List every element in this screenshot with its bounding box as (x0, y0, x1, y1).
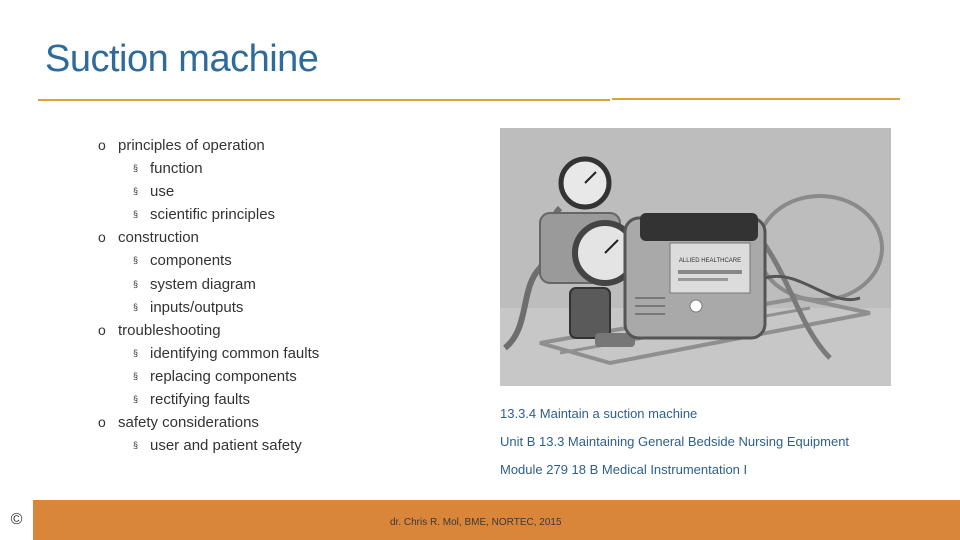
caption-competency: 13.3.4 Maintain a suction machine (500, 406, 698, 421)
outline-subbullet: § (133, 209, 139, 220)
outline-subbullet: § (133, 370, 139, 381)
outline-subbullet: § (133, 255, 139, 266)
outline-subitem (98, 296, 418, 319)
footer-bar (0, 500, 960, 540)
slide-title: Suction machine (45, 38, 319, 80)
outline-item-label: principles of operation (118, 137, 265, 154)
outline-subitem (98, 365, 418, 388)
outline-item-label: safety considerations (118, 414, 259, 432)
outline-subitem-label: replacing components (150, 367, 297, 385)
suction-machine-photo (500, 128, 891, 386)
outline-item-label: troubleshooting (118, 321, 221, 339)
outline-subitem-label: function (150, 160, 203, 178)
outline-subitem (98, 342, 418, 365)
outline-subbullet: § (133, 347, 139, 358)
outline-item (98, 319, 418, 342)
outline-bullet: o (98, 229, 106, 246)
copyright-symbol: © (0, 500, 33, 540)
suction-machine-illustration (500, 128, 891, 386)
outline-item (98, 411, 418, 434)
outline-item-label: construction (118, 229, 199, 247)
outline-subitem (98, 273, 418, 296)
outline-subitem-label: inputs/outputs (150, 298, 244, 316)
outline-subitem (98, 434, 418, 457)
outline-subbullet: § (133, 163, 139, 174)
outline-subitem-label: components (150, 252, 232, 270)
outline-subbullet: § (133, 278, 139, 289)
outline-subitem-label: rectifying faults (150, 391, 251, 409)
outline-bullet: o (98, 321, 106, 338)
caption-module: Module 279 18 B Medical Instrumentation I (500, 462, 748, 477)
outline-bullet: o (98, 414, 106, 431)
topic-outline (98, 134, 418, 457)
outline-subitem-label: use (150, 183, 175, 201)
outline-item (98, 226, 418, 249)
outline-subitem-label: user and patient safety (150, 437, 302, 455)
outline-subbullet: § (133, 186, 139, 197)
outline-subitem-label: scientific principles (150, 206, 276, 224)
title-underline-right (612, 98, 900, 100)
outline-subitem-label: system diagram (150, 275, 256, 293)
outline-subitem (98, 203, 418, 226)
outline-subitem (98, 388, 418, 411)
outline-subbullet: § (133, 440, 139, 451)
outline-subitem-label: identifying common faults (150, 344, 320, 362)
footer-credit: dr. Chris R. Mol, BME, NORTEC, 2015 (390, 517, 562, 528)
caption-unit: Unit B 13.3 Maintaining General Bedside Nursing Equipment (500, 434, 850, 449)
outline-subbullet: § (133, 301, 139, 312)
outline-item (98, 134, 418, 157)
outline-bullet: o (98, 137, 106, 153)
title-underline-left (38, 99, 610, 101)
outline-subitem (98, 249, 418, 272)
outline-subitem (98, 157, 418, 180)
outline-subitem (98, 180, 418, 203)
outline-subbullet: § (133, 394, 139, 405)
motor-label: ALLIED HEALTHCARE (678, 258, 742, 264)
